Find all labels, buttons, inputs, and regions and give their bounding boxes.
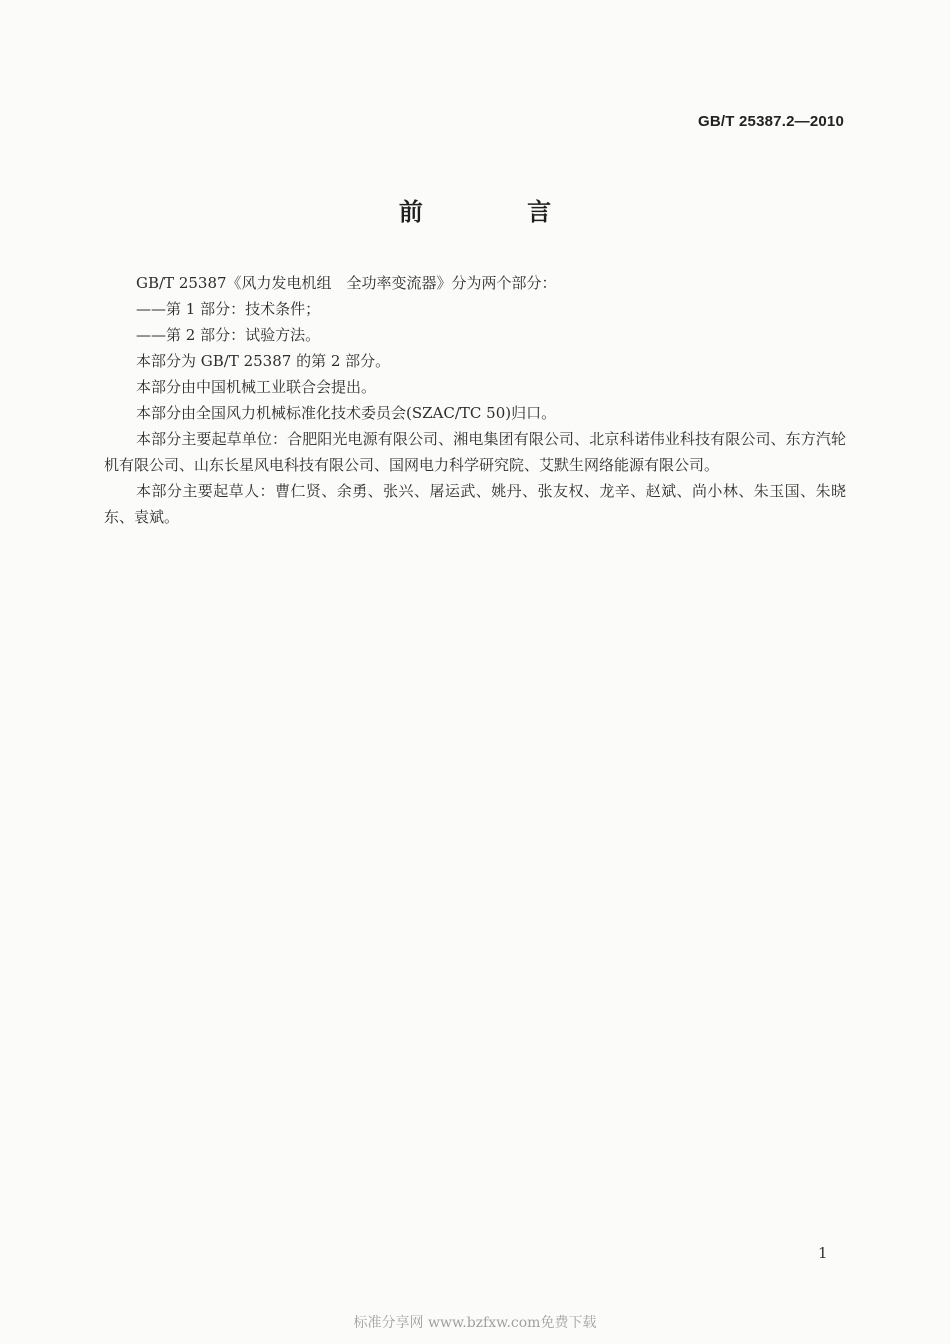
list-item-part-2: ——第 2 部分：试验方法。: [136, 326, 321, 344]
page-title: 前 言: [398, 198, 600, 226]
page-number: 1: [818, 1244, 828, 1262]
drafters-paragraph: 本部分主要起草人：曹仁贤、余勇、张兴、屠运武、姚丹、张友权、龙辛、赵斌、尚小林、朱玉国、朱晓东、袁斌。: [104, 482, 846, 526]
proposer-paragraph: 本部分由中国机械工业联合会提出。: [136, 378, 377, 396]
intro-paragraph: GB/T 25387《风力发电机组 全功率变流器》分为两个部分：: [136, 274, 557, 292]
drafting-units-paragraph: 本部分主要起草单位：合肥阳光电源有限公司、湘电集团有限公司、北京科诺伟业科技有限公司、东方汽轮机有限公司、山东长星风电科技有限公司、国网电力科学研究院、艾默生网络能源有限公司。: [104, 430, 846, 474]
document-code: GB/T 25387.2—2010: [698, 113, 844, 130]
scope-paragraph: 本部分为 GB/T 25387 的第 2 部分。: [136, 352, 391, 370]
list-item-part-1: ——第 1 部分：技术条件；: [136, 300, 321, 318]
watermark-text: 标准分享网 www.bzfxw.com免费下载: [353, 1315, 597, 1331]
document-body: [104, 270, 846, 530]
committee-paragraph: 本部分由全国风力机械标准化技术委员会(SZAC/TC 50)归口。: [136, 404, 557, 422]
